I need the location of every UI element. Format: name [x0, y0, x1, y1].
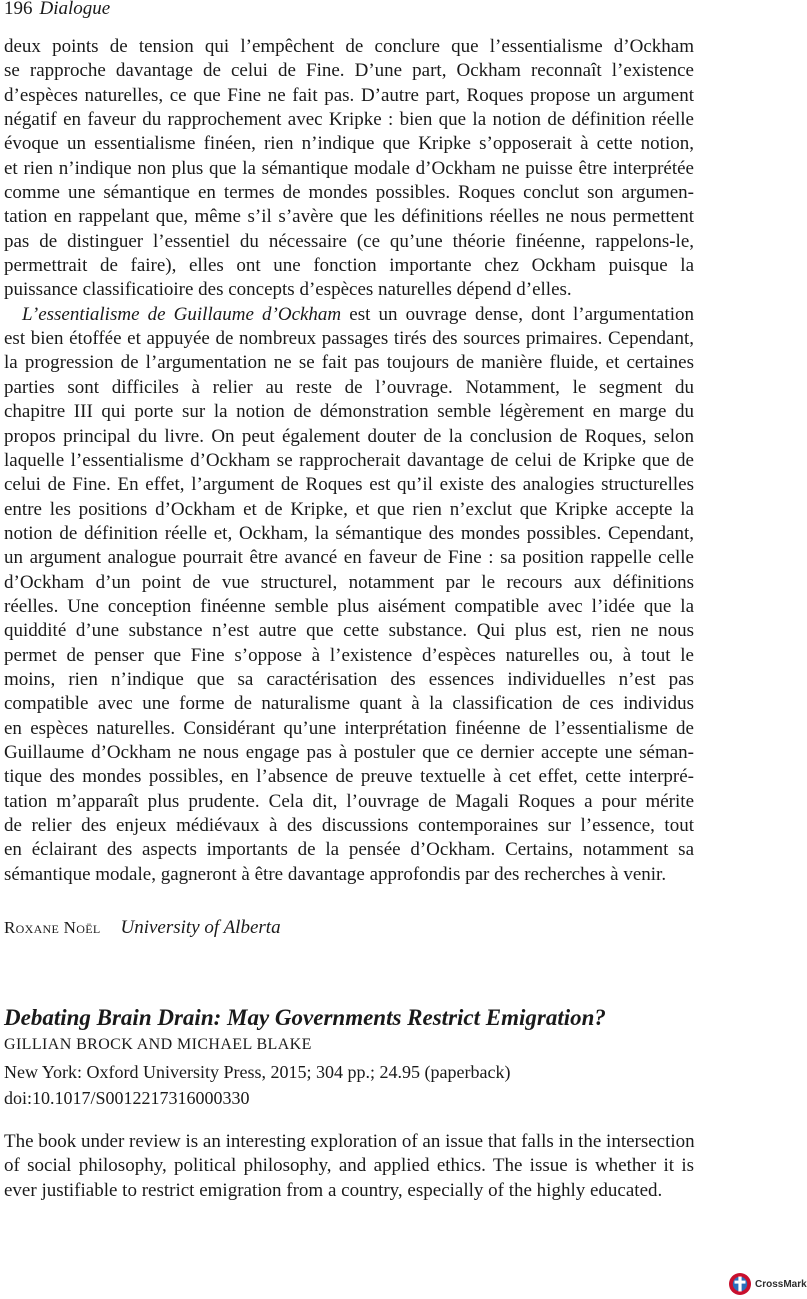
review-1-paragraph-1 — [4, 35, 694, 303]
text-line: un argument analogue pourrait être avancé en faveur de Fine : sa position rappelle celle — [4, 547, 694, 569]
crossmark-badge[interactable] — [728, 1271, 807, 1297]
text-line: parties sont difficiles à relier au reste de l’ouvrage. Notamment, le segment du — [4, 376, 694, 398]
review-2-publication-info: New York: Oxford University Press, 2015; 304 pp.; 24.95 (paperback) — [4, 1062, 511, 1082]
review-1-paragraph-2 — [4, 303, 694, 887]
review-2-doi[interactable]: doi:10.1017/S0012217316000330 — [4, 1088, 250, 1108]
text-line: tation m’apparaît plus prudente. Cela dit, l’ouvrage de Magali Roques a pour mérite — [4, 790, 694, 812]
page-number: 196 — [4, 0, 33, 19]
journal-title: Dialogue — [39, 0, 111, 19]
text-line: comme une sémantique en termes de mondes possibles. Roques conclut son argumen- — [4, 182, 694, 204]
text-line: est bien étoffée et appuyée de nombreux passages tirés des sources primaires. Cependant, — [4, 328, 694, 350]
review-1-body — [4, 35, 694, 887]
text-line: of social philosophy, political philosophy, and applied ethics. The issue is whether it is — [4, 1155, 694, 1177]
review-2-paragraph-1 — [4, 1130, 694, 1203]
review-2-body — [4, 1130, 694, 1203]
text-line: la progression de l’argumentation ne se fait pas toujours de manière fluide, et certaines — [4, 352, 694, 374]
text-line: compatible avec une forme de naturalisme quant à la classification de ces individus — [4, 693, 694, 715]
text-line: négatif en faveur du rapprochement avec Kripke : bien que la notion de définition réelle — [4, 109, 694, 131]
reviewer-name: Roxane Noël — [4, 918, 101, 937]
text-line: et rien n’indique non plus que la sémantique modale d’Ockham ne puisse être interprétée — [4, 157, 694, 179]
text-line: sémantique modale, gagneront à être davantage approfondis par des recherches à venir. — [4, 863, 667, 885]
text-line: Guillaume d’Ockham ne nous engage pas à postuler que ce dernier accepte une séman- — [4, 741, 694, 763]
crossmark-label: CrossMark — [755, 1278, 807, 1290]
text-line: permet de penser que Fine s’oppose à l’existence d’espèces naturelles ou, à tout le — [4, 644, 694, 666]
review-2-book-title: Debating Brain Drain: May Governments Restrict Emigration? — [4, 1005, 606, 1030]
text-line: en espèces naturelles. Considérant qu’une interprétation finéenne de l’essentialisme de — [4, 717, 694, 739]
text-line: notion de définition réelle et, Ockham, la sémantique des mondes possibles. Cependant, — [4, 522, 694, 544]
crossmark-icon — [728, 1272, 752, 1296]
running-head — [4, 0, 110, 21]
text-run: est un ouvrage dense, dont l’argumentation — [341, 303, 695, 325]
text-line — [4, 303, 694, 327]
text-line: moins, rien n’indique que sa caractérisation des essences individuelles n’est pas — [4, 668, 694, 690]
text-line: en éclairant des aspects importants de la pensée d’Ockham. Certains, notamment sa — [4, 839, 694, 861]
text-line: celui de Fine. En effet, l’argument de Roques est qu’il existe des analogies structurelles — [4, 474, 694, 496]
text-line: d’espèces naturelles, ce que Fine ne fait pas. D’autre part, Roques propose un argument — [4, 84, 694, 106]
text-line: puissance classificatioire des concepts d’espèces naturelles dépend d’elles. — [4, 279, 572, 301]
text-line: pas de distinguer l’essentiel du nécessaire (ce qu’une théorie finéenne, rappelons-le, — [4, 230, 694, 252]
book-title-reference: L’essentialisme de Guillaume d’Ockham — [22, 303, 342, 325]
text-line: chapitre III qui porte sur la notion de démonstration semble légèrement en marge du — [4, 401, 694, 423]
text-line: se rapproche davantage de celui de Fine. D’une part, Ockham reconnaît l’existence — [4, 60, 694, 82]
text-line: d’Ockham d’un point de vue structurel, notamment par le recours aux définitions — [4, 571, 694, 593]
text-line: tique des mondes possibles, en l’absence de preuve textuelle à cet effet, cette interpré- — [4, 766, 694, 788]
text-line: entre les positions d’Ockham et de Kripke, et que rien n’exclut que Kripke accepte la — [4, 498, 694, 520]
text-line: réelles. Une conception finéenne semble plus aisément compatible avec l’idée que la — [4, 595, 694, 617]
text-line: deux points de tension qui l’empêchent de conclure que l’essentialisme d’Ockham — [4, 36, 694, 57]
text-line: tation en rappelant que, même s’il s’avère que les définitions réelles ne nous permettent — [4, 206, 694, 228]
text-line: de relier des enjeux médiévaux à des discussions contemporaines sur l’essence, tout — [4, 815, 694, 836]
reviewer-affiliation: University of Alberta — [120, 917, 281, 938]
text-line: propos principal du livre. On peut également douter de la conclusion de Roques, selon — [4, 425, 694, 447]
text-line: permettrait de faire), elles ont une fonction importante chez Ockham puisque la — [4, 255, 694, 277]
reviewer-signature — [4, 916, 281, 940]
text-line: laquelle l’essentialisme d’Ockham se rapprocherait davantage de celui de Kripke que de — [4, 449, 694, 471]
text-line: The book under review is an interesting exploration of an issue that falls in the intersection — [4, 1131, 695, 1152]
review-2-authors: GILLIAN BROCK AND MICHAEL BLAKE — [4, 1036, 312, 1053]
text-line: quiddité d’une substance n’est autre que cette substance. Qui plus est, rien ne nous — [4, 620, 694, 642]
text-line: ever justifiable to restrict emigration from a country, especially of the highly educated. — [4, 1179, 663, 1201]
text-line: évoque un essentialisme finéen, rien n’indique que Kripke s’opposerait à cette notion, — [4, 133, 694, 155]
